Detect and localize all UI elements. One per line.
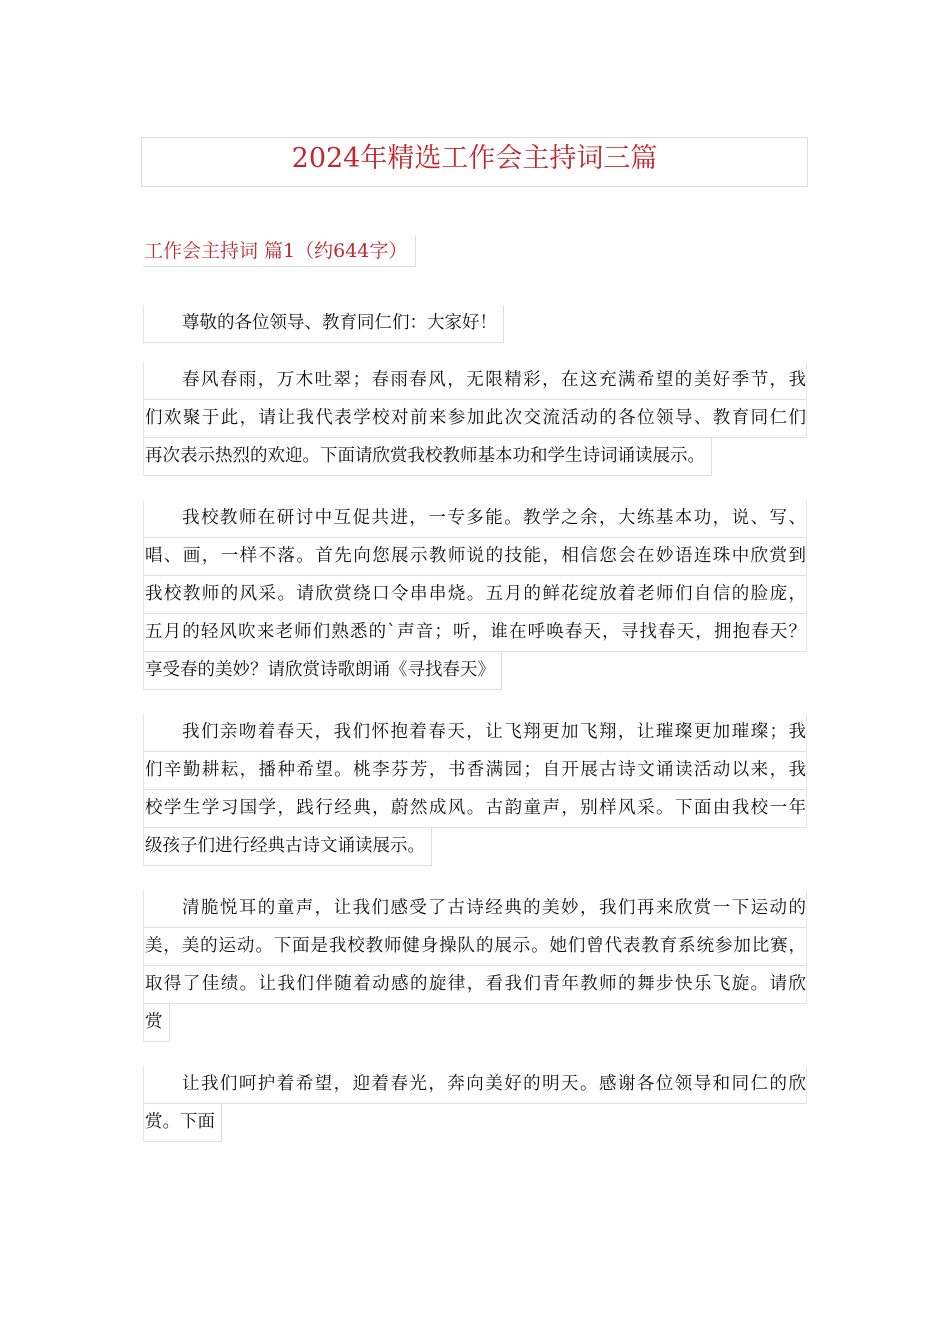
paragraph-line: 五月的轻风吹来老师们熟悉的`声音；听，谁在呼唤春天，寻找春天，拥抱春天？ bbox=[143, 614, 807, 652]
paragraph-line: 再次表示热烈的欢迎。下面请欣赏我校教师基本功和学生诗词诵读展示。 bbox=[143, 438, 712, 476]
paragraph-line: 取得了佳绩。让我们伴随着动感的旋律，看我们青年教师的舞步快乐飞旋。请欣 bbox=[143, 966, 807, 1004]
paragraph-line: 我们亲吻着春天，我们怀抱着春天，让飞翔更加飞翔，让璀璨更加璀璨；我 bbox=[143, 714, 807, 752]
paragraph-line: 让我们呵护着希望，迎着春光，奔向美好的明天。感谢各位领导和同仁的欣 bbox=[143, 1066, 807, 1104]
paragraph-welcome bbox=[143, 362, 807, 476]
paragraph-line: 清脆悦耳的童声，让我们感受了古诗经典的美妙，我们再来欣赏一下运动的 bbox=[143, 890, 807, 928]
paragraph-line: 赏 bbox=[143, 1004, 170, 1042]
paragraph-line: 我校教师在研讨中互促共进，一专多能。教学之余，大练基本功，说、写、 bbox=[143, 500, 807, 538]
paragraph-closing bbox=[143, 1066, 807, 1142]
paragraph-line: 校学生学习国学，践行经典，蔚然成风。古韵童声，别样风采。下面由我校一年 bbox=[143, 790, 807, 828]
paragraph-line: 级孩子们进行经典古诗文诵读展示。 bbox=[143, 828, 432, 866]
paragraph-classics bbox=[143, 714, 807, 866]
paragraph-line: 们欢聚于此，请让我代表学校对前来参加此次交流活动的各位领导、教育同仁们 bbox=[143, 400, 807, 438]
paragraph-greeting bbox=[143, 305, 807, 343]
paragraph-line: 尊敬的各位领导、教育同仁们：大家好！ bbox=[143, 305, 504, 343]
document-title: 2024年精选工作会主持词三篇 bbox=[141, 137, 808, 187]
paragraph-line: 享受春的美妙？请欣赏诗歌朗诵《寻找春天》 bbox=[143, 652, 502, 690]
paragraph-line: 春风春雨，万木吐翠；春雨春风，无限精彩，在这充满希望的美好季节，我 bbox=[143, 362, 807, 400]
paragraph-line: 美，美的运动。下面是我校教师健身操队的展示。她们曾代表教育系统参加比赛， bbox=[143, 928, 807, 966]
paragraph-line: 我校教师的风采。请欣赏绕口令串串烧。五月的鲜花绽放着老师们自信的脸庞， bbox=[143, 576, 807, 614]
paragraph-line: 赏。下面 bbox=[143, 1104, 222, 1142]
paragraph-line: 们辛勤耕耘，播种希望。桃李芬芳，书香满园；自开展古诗文诵读活动以来，我 bbox=[143, 752, 807, 790]
paragraph-exercise bbox=[143, 890, 807, 1042]
paragraph-teachers bbox=[143, 500, 807, 690]
paragraph-line: 唱、画，一样不落。首先向您展示教师说的技能，相信您会在妙语连珠中欣赏到 bbox=[143, 538, 807, 576]
section-heading: 工作会主持词 篇1（约644字） bbox=[143, 236, 416, 267]
